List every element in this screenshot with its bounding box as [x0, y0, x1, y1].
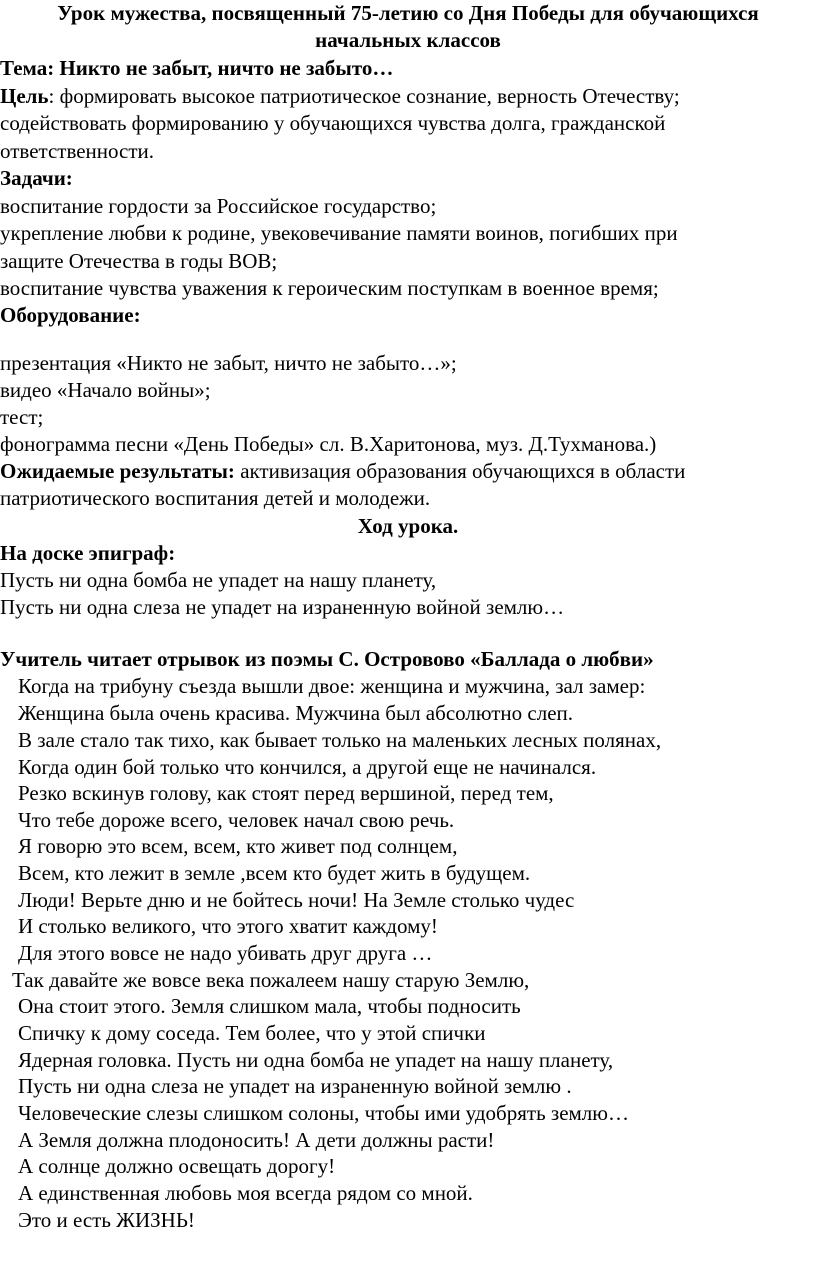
results-text: активизация образования обучающихся в области	[234, 459, 686, 483]
equipment-item: видео «Начало войны»;	[0, 378, 211, 402]
poem-line: Человеческие слезы слишком солоны, чтобы ими удобрять землю…	[18, 1101, 629, 1125]
poem-line: А солнце должно освещать дорогу!	[18, 1154, 336, 1178]
poem-line: Когда на трибуну съезда вышли двое: женщина и мужчина, зал замер:	[18, 674, 646, 698]
tasks-heading: Задачи:	[0, 166, 73, 190]
poem-line: Когда один бой только что кончился, а другой еще не начинался.	[18, 755, 597, 779]
goal-line-1	[0, 83, 816, 110]
task-line: укрепление любви к родине, увековечивание памяти воинов, погибших при	[0, 221, 678, 245]
equipment-item: презентация «Никто не забыт, ничто не забыто…»;	[0, 351, 457, 375]
epigraph-line: Пусть ни одна слеза не упадет на израненную войной землю…	[0, 595, 565, 619]
title-line-2: начальных классов	[315, 28, 501, 52]
epigraph-heading: На доске эпиграф:	[0, 541, 176, 565]
poem-line: Для этого вовсе не надо убивать друг друга …	[18, 941, 433, 965]
results-line-2: патриотического воспитания детей и молодежи.	[0, 486, 431, 510]
equipment-item: тест;	[0, 405, 44, 429]
poem-line: Что тебе дороже всего, человек начал свою речь.	[18, 808, 455, 832]
reading-heading: Учитель читает отрывок из поэмы С. Островово «Баллада о любви»	[0, 647, 654, 671]
poem-line: В зале стало так тихо, как бывает только на маленьких лесных полянах,	[18, 728, 662, 752]
epigraph-line: Пусть ни одна бомба не упадет на нашу планету,	[0, 568, 437, 592]
poem-line: Люди! Верьте дню и не бойтесь ночи! На Земле столько чудес	[18, 888, 575, 912]
task-line: воспитание гордости за Российское государство;	[0, 194, 437, 218]
results-label: Ожидаемые результаты:	[0, 459, 235, 483]
lesson-heading: Ход урока.	[357, 514, 459, 538]
poem-line: Она стоит этого. Земля слишком мала, чтобы подносить	[18, 994, 521, 1018]
goal-line-3: ответственности.	[0, 139, 155, 163]
equipment-heading: Оборудование:	[0, 303, 141, 327]
poem-line: И столько великого, что этого хватит каждому!	[18, 914, 438, 938]
goal-line-2: содействовать формированию у обучающихся чувства долга, гражданской	[0, 111, 666, 135]
poem-line: А Земля должна плодоносить! А дети должны расти!	[18, 1128, 495, 1152]
goal-text: : формировать высокое патриотическое сознание, верность Отечеству;	[48, 84, 680, 108]
poem-line: Я говорю это всем, всем, кто живет под солнцем,	[18, 834, 458, 858]
poem-line: Ядерная головка. Пусть ни одна бомба не упадет на нашу планету,	[18, 1048, 614, 1072]
task-line: воспитание чувства уважения к героическим поступкам в военное время;	[0, 276, 659, 300]
equipment-item: фонограмма песни «День Победы» сл. В.Харитонова, муз. Д.Тухманова.)	[0, 432, 657, 456]
task-line: защите Отечества в годы ВОВ;	[0, 249, 278, 273]
poem-line: Пусть ни одна слеза не упадет на израненную войной землю .	[18, 1074, 572, 1098]
poem-line: Резко вскинув голову, как стоят перед вершиной, перед тем,	[18, 781, 554, 805]
theme: Тема: Никто не забыт, ничто не забыто…	[0, 56, 394, 80]
poem-line: А единственная любовь моя всегда рядом со мной.	[18, 1181, 473, 1205]
poem-line: Это и есть ЖИЗНЬ!	[18, 1208, 195, 1232]
poem-line: Так давайте же вовсе века пожалеем нашу старую Землю,	[12, 968, 530, 992]
poem-line: Спичку к дому соседа. Тем более, что у этой спички	[18, 1021, 486, 1045]
poem-line: Всем, кто лежит в земле ,всем кто будет жить в будущем.	[18, 861, 531, 885]
title-line-1: Урок мужества, посвященный 75-летию со Дня Победы для обучающихся	[57, 1, 759, 25]
goal-label: Цель	[0, 84, 49, 108]
poem-line: Женщина была очень красива. Мужчина был абсолютно слеп.	[18, 701, 574, 725]
results-line-1	[0, 458, 816, 485]
